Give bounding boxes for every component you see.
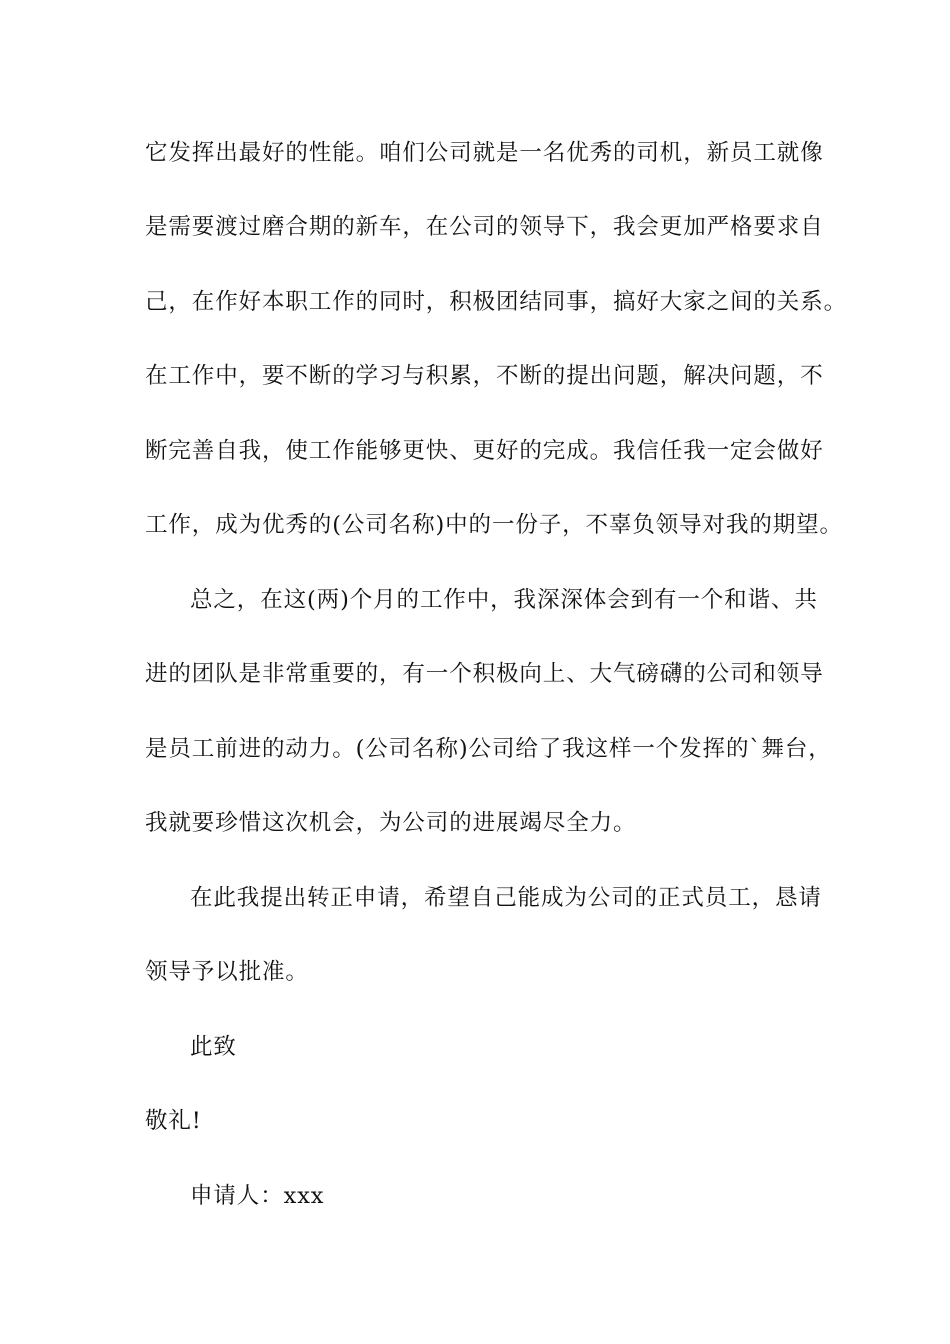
paragraph-line: 工作，成为优秀的(公司名称)中的一份子，不辜负领导对我的期望。 [145,512,843,538]
paragraph-line: 是员工前进的动力。(公司名称)公司给了我这样一个发挥的`舞台， [145,736,832,762]
closing-regards: 敬礼! [145,1108,202,1134]
paragraph-line: 己，在作好本职工作的同时，积极团结同事，搞好大家之间的关系。 [145,289,848,315]
paragraph-line: 进的团队是非常重要的，有一个积极向上、大气磅礴的公司和领导 [145,661,824,687]
paragraph-line: 它发挥出最好的性能。咱们公司就是一名优秀的司机，新员工就像 [145,140,824,166]
paragraph-line: 总之，在这(两)个月的工作中，我深深体会到有一个和谐、共 [190,587,818,613]
paragraph-line: 是需要渡过磨合期的新车，在公司的领导下，我会更加严格要求自 [145,214,824,240]
applicant-signature: 申请人：xxx [190,1183,325,1209]
paragraph-line: 领导予以批准。 [145,959,309,985]
paragraph-line: 在此我提出转正申请，希望自己能成为公司的正式员工，恳请 [190,885,822,911]
paragraph-line: 我就要珍惜这次机会，为公司的进展竭尽全力。 [145,810,637,836]
paragraph-line: 断完善自我，使工作能够更快、更好的完成。我信任我一定会做好 [145,438,824,464]
paragraph-line: 在工作中，要不断的学习与积累，不断的提出问题，解决问题，不 [145,363,824,389]
closing-salutation: 此致 [190,1034,237,1060]
